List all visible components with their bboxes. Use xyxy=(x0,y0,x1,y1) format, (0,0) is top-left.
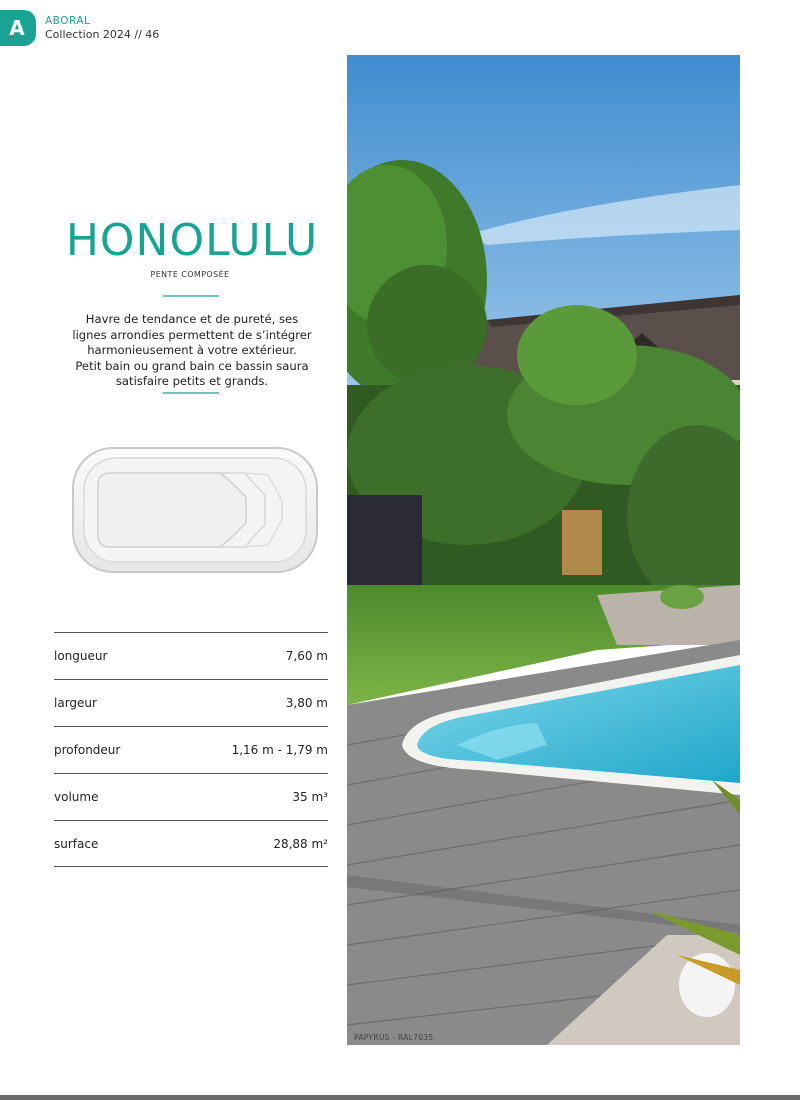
spec-value: 3,80 m xyxy=(285,696,328,710)
product-subtitle: PENTE COMPOSÉE xyxy=(150,270,230,279)
pool-photo xyxy=(347,55,740,1045)
spec-value: 1,16 m - 1,79 m xyxy=(231,743,328,757)
brand-name: ABORAL xyxy=(45,15,91,27)
description-line: Petit bain ou grand bain ce bassin saura xyxy=(75,358,309,373)
description-line: lignes arrondies permettent de s’intégrer xyxy=(72,327,312,342)
description-line: harmonieusement à votre extérieur. xyxy=(87,343,297,357)
spec-row-length xyxy=(54,632,328,679)
spec-value: 7,60 m xyxy=(285,649,328,663)
spec-label: volume xyxy=(54,790,99,804)
spec-label: longueur xyxy=(54,649,108,663)
spec-label: profondeur xyxy=(54,743,121,757)
collection-page-label: Collection 2024 // 46 xyxy=(45,28,160,41)
svg-text:A: A xyxy=(9,16,25,40)
specs-table xyxy=(54,632,328,867)
title-divider xyxy=(163,295,219,297)
spec-row-surface xyxy=(54,820,328,867)
spec-value: 35 m³ xyxy=(292,790,328,804)
spec-row-width xyxy=(54,679,328,726)
description-line: satisfaire petits et grands. xyxy=(115,374,269,388)
product-description xyxy=(52,312,332,390)
spec-row-depth xyxy=(54,726,328,773)
photo-caption: PAPYRUS - RAL7035 xyxy=(354,1033,434,1042)
brand-logo-icon xyxy=(0,10,36,46)
pool-shape-illustration xyxy=(70,445,320,575)
spec-row-volume xyxy=(54,773,328,820)
page-bottom-edge xyxy=(0,1095,800,1100)
product-title: HONOLULU xyxy=(65,215,319,266)
spec-value: 28,88 m² xyxy=(273,836,328,851)
spec-label: surface xyxy=(54,836,99,851)
description-divider xyxy=(163,392,219,394)
spec-label: largeur xyxy=(54,696,97,710)
description-line: Havre de tendance et de pureté, ses xyxy=(85,312,299,326)
